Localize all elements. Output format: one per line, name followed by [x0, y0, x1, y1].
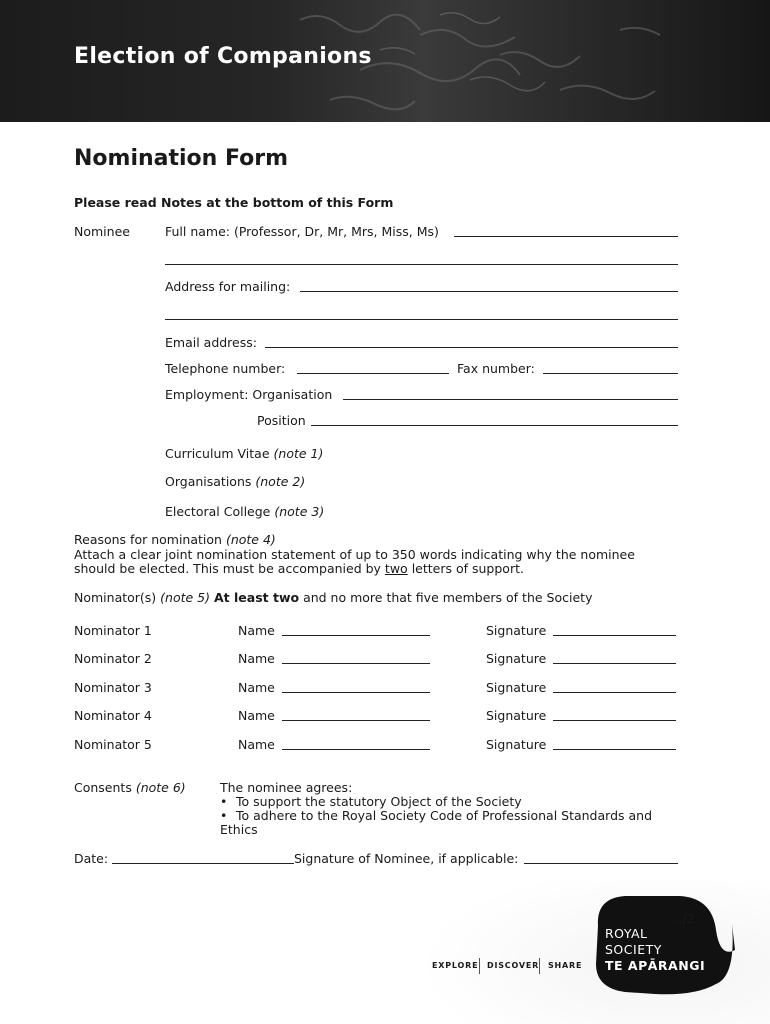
position-label: Position — [257, 413, 306, 428]
date-label: Date: — [74, 851, 109, 866]
nominee-label: Nominee — [74, 224, 130, 239]
bullet-icon: • — [220, 794, 228, 809]
email-label: Email address: — [165, 335, 257, 350]
reasons-line-2-underlined: two — [384, 561, 408, 576]
fax-field[interactable] — [543, 373, 678, 374]
consents-note: (note 6) — [135, 780, 186, 795]
nominator-row-label: Nominator 4 — [74, 708, 152, 723]
nominee-signature-field[interactable] — [524, 863, 678, 864]
address-field-continued[interactable] — [165, 319, 678, 320]
nominators-note: (note 5) — [160, 590, 211, 605]
consents-intro: The nominee agrees: — [220, 780, 353, 795]
nominator-name-field[interactable] — [282, 663, 430, 664]
logo-line-society: SOCIETY — [605, 942, 662, 957]
nominator-signature-field[interactable] — [553, 720, 676, 721]
organisations-label: Organisations — [165, 474, 252, 489]
consents-item-2 — [220, 808, 652, 823]
signature-label: Signature — [486, 708, 547, 723]
name-label: Name — [238, 651, 275, 666]
reasons-line-1: Attach a clear joint nomination statement of up to 350 words indicating why the nominee — [74, 547, 635, 562]
signature-label: Signature — [486, 623, 547, 638]
signature-label: Signature — [486, 737, 547, 752]
nav-share: SHARE — [548, 961, 583, 970]
electoral-label: Electoral College — [165, 504, 271, 519]
nominator-signature-field[interactable] — [553, 749, 676, 750]
name-label: Name — [238, 737, 275, 752]
position-field[interactable] — [311, 425, 678, 426]
logo-line-te-aparangi: TE APĀRANGI — [605, 958, 706, 973]
name-label: Name — [238, 708, 275, 723]
nominators-heading — [74, 590, 592, 605]
nominator-signature-field[interactable] — [553, 635, 676, 636]
employment-label: Employment: Organisation — [165, 387, 333, 402]
cv-note: (note 1) — [273, 446, 324, 461]
electoral-note: (note 3) — [274, 504, 325, 519]
email-field[interactable] — [265, 347, 678, 348]
nominator-name-field[interactable] — [282, 749, 430, 750]
nominator-name-field[interactable] — [282, 720, 430, 721]
reasons-line-2 — [74, 561, 524, 576]
telephone-field[interactable] — [297, 373, 449, 374]
nav-explore: EXPLORE — [432, 961, 479, 970]
consents-item-2-line-2: Ethics — [220, 822, 258, 837]
organisations-note: (note 2) — [255, 474, 306, 489]
nominator-row-label: Nominator 2 — [74, 651, 152, 666]
nominator-row-label: Nominator 5 — [74, 737, 152, 752]
reasons-line-2-b: letters of support. — [411, 561, 524, 576]
nominator-signature-field[interactable] — [553, 663, 676, 664]
consents-heading — [74, 780, 186, 795]
nominators-rest: and no more that five members of the Society — [303, 590, 593, 605]
reasons-note: (note 4) — [225, 532, 276, 547]
reasons-label: Reasons for nomination — [74, 532, 222, 547]
nominator-name-field[interactable] — [282, 635, 430, 636]
nominator-signature-field[interactable] — [553, 692, 676, 693]
consents-item-1-text: To support the statutory Object of the Society — [236, 794, 522, 809]
electoral-item — [165, 504, 324, 519]
organisations-item — [165, 474, 305, 489]
cv-item — [165, 446, 323, 461]
logo-backdrop — [420, 880, 770, 1024]
form-title: Nomination Form — [74, 146, 289, 171]
reasons-line-2-a: should be elected. This must be accompanied by — [74, 561, 381, 576]
nominator-row-label: Nominator 1 — [74, 623, 152, 638]
nav-discover: DISCOVER — [487, 961, 540, 970]
consents-item-2-text: To adhere to the Royal Society Code of Professional Standards and — [236, 808, 653, 823]
page-marker: …/2 — [670, 911, 695, 926]
nominee-signature-label: Signature of Nominee, if applicable: — [294, 851, 519, 866]
full-name-label: Full name: (Professor, Dr, Mr, Mrs, Miss, Ms) — [165, 224, 439, 239]
header-banner — [0, 0, 770, 122]
consents-label: Consents — [74, 780, 132, 795]
consents-item-1 — [220, 794, 522, 809]
fax-label: Fax number: — [457, 361, 535, 376]
bullet-icon: • — [220, 808, 228, 823]
nominator-row-label: Nominator 3 — [74, 680, 152, 695]
instruction-text: Please read Notes at the bottom of this Form — [74, 195, 394, 210]
name-label: Name — [238, 623, 275, 638]
nav-separator — [479, 958, 480, 974]
telephone-label: Telephone number: — [165, 361, 286, 376]
date-field[interactable] — [112, 863, 294, 864]
full-name-field-continued[interactable] — [165, 264, 678, 265]
reasons-heading — [74, 532, 276, 547]
full-name-field[interactable] — [454, 236, 678, 237]
signature-label: Signature — [486, 680, 547, 695]
cv-label: Curriculum Vitae — [165, 446, 270, 461]
nominators-emphasis: At least two — [214, 590, 300, 605]
logo-line-royal: ROYAL — [605, 926, 648, 941]
nav-separator — [539, 958, 540, 974]
address-field[interactable] — [300, 291, 678, 292]
name-label: Name — [238, 680, 275, 695]
nominators-label: Nominator(s) — [74, 590, 157, 605]
page-header-title: Election of Companions — [74, 44, 372, 69]
nominator-name-field[interactable] — [282, 692, 430, 693]
signature-label: Signature — [486, 651, 547, 666]
organisation-field[interactable] — [343, 399, 678, 400]
address-label: Address for mailing: — [165, 279, 291, 294]
